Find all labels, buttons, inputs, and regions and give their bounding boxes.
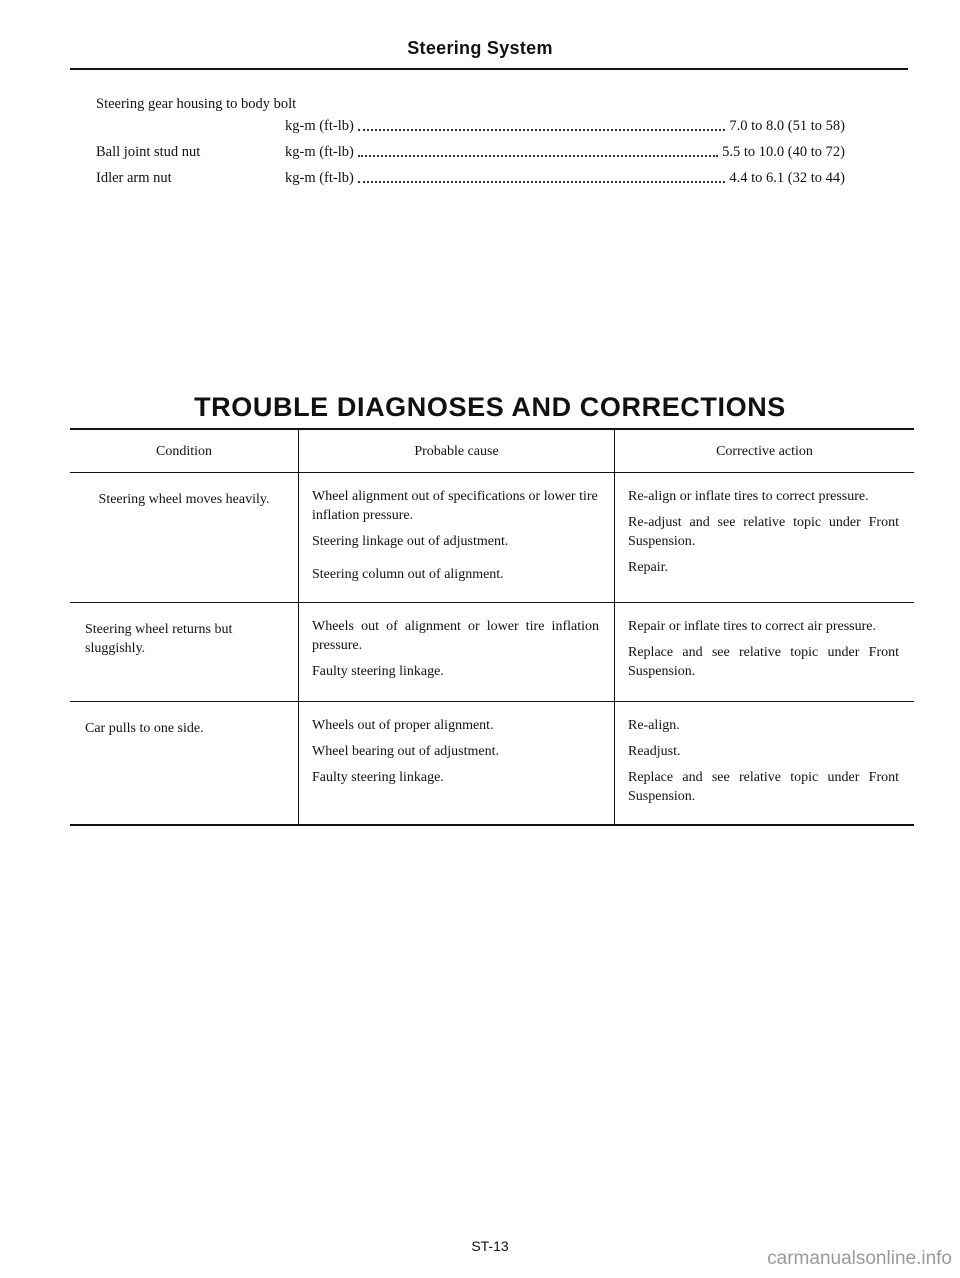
action-item: Re-adjust and see relative topic under Front Suspension. [628,515,899,549]
torque-spec-row [96,168,856,188]
condition-cell: Car pulls to one side. [85,721,204,736]
torque-spec-label: Idler arm nut [96,170,172,186]
table-row [70,473,914,603]
torque-spec-row [96,96,856,116]
action-item: Repair. [628,560,669,575]
cause-item: Faulty steering linkage. [312,770,444,785]
cause-item: Wheel bearing out of adjustment. [312,744,499,759]
dot-leader [358,116,726,131]
column-header-probable-cause: Probable cause [299,429,615,473]
column-header-condition: Condition [70,429,299,473]
cause-item: Steering linkage out of adjustment. [312,534,509,549]
torque-spec-list [96,96,856,188]
trouble-diagnosis-table [70,428,914,826]
action-item: Repair or inflate tires to correct air pressure. [628,619,877,634]
condition-cell: Steering wheel returns but sluggishly. [85,622,233,656]
cause-item: Faulty steering linkage. [312,664,444,679]
cause-item: Wheel alignment out of specifications or lower tire inflation pressure. [312,489,598,523]
torque-spec-unit: kg-m (ft-lb) [285,118,354,134]
action-item: Replace and see relative topic under Front Suspension. [628,645,899,679]
torque-spec-unit: kg-m (ft-lb) [285,144,354,160]
torque-spec-value: 4.4 to 6.1 (32 to 44) [729,170,845,186]
column-header-corrective-action: Corrective action [615,429,915,473]
torque-spec-value-row [96,116,856,136]
dot-leader [358,168,726,183]
torque-spec-row [96,142,856,162]
cause-item: Wheels out of proper alignment. [312,718,494,733]
condition-cell: Steering wheel moves heavily. [98,492,270,507]
header-rule [70,68,908,70]
dot-leader [358,142,718,157]
torque-spec-label: Steering gear housing to body bolt [96,96,297,112]
torque-spec-unit: kg-m (ft-lb) [285,170,354,186]
page-header-title: Steering System [407,38,553,58]
table-header-row [70,429,914,473]
action-item: Replace and see relative topic under Front Suspension. [628,770,899,804]
torque-spec-label: Ball joint stud nut [96,144,201,160]
torque-spec-value: 5.5 to 10.0 (40 to 72) [722,144,845,160]
torque-spec-value: 7.0 to 8.0 (51 to 58) [729,118,845,134]
cause-item: Wheels out of alignment or lower tire inflation pressure. [312,619,599,653]
table-row [70,603,914,702]
page-number: ST-13 [471,1238,509,1254]
cause-item: Steering column out of alignment. [312,567,504,582]
action-item: Readjust. [628,744,681,759]
action-item: Re-align or inflate tires to correct pressure. [628,489,869,504]
watermark: carmanualsonline.info [767,1248,952,1269]
action-item: Re-align. [628,718,680,733]
section-title: TROUBLE DIAGNOSES AND CORRECTIONS [194,392,786,422]
table-row [70,702,914,826]
